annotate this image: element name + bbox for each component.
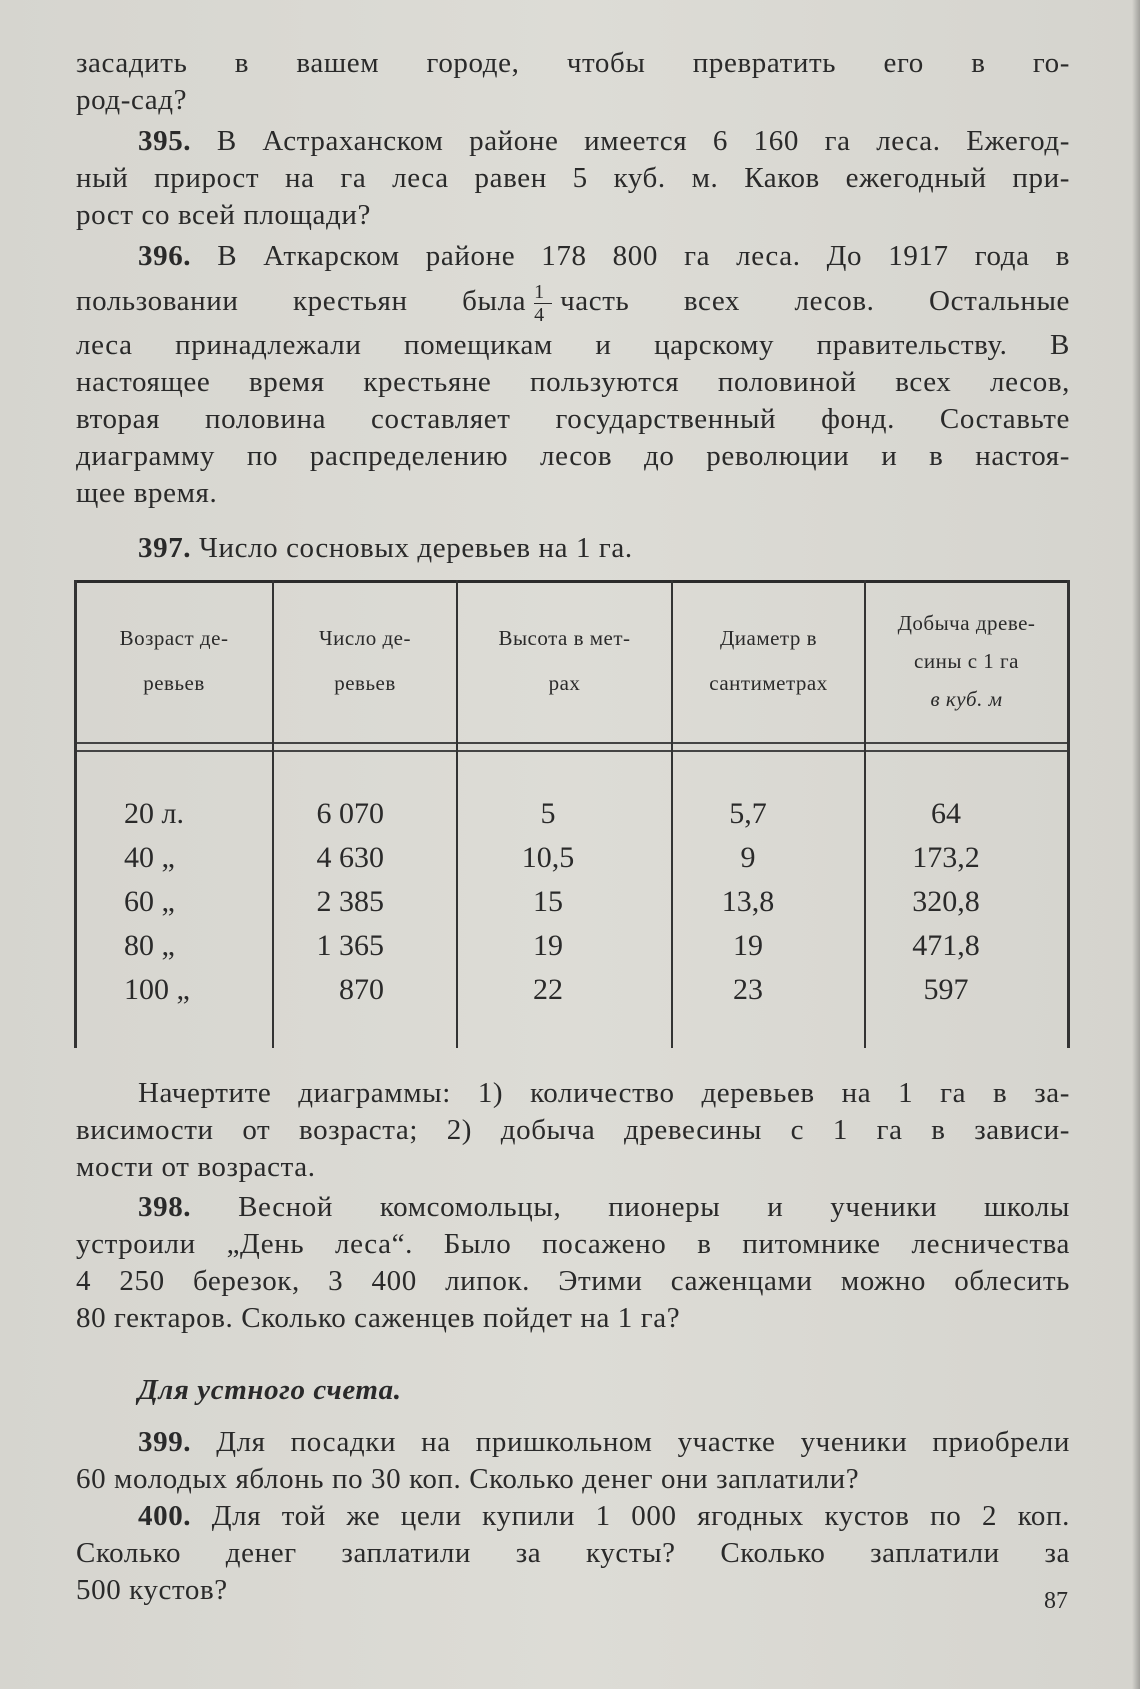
table-cell-age: 100 „	[124, 973, 190, 1006]
text-line: Начертите диаграммы: 1) количество деревьев на 1 га в за-	[138, 1077, 1070, 1109]
header-text: Возраст де-	[119, 626, 229, 650]
text-line: диаграмму по распределению лесов до революции и в настоя-	[76, 440, 1070, 472]
text-line: Для той же цели купили 1 000 ягодных кустов по 2 коп.	[211, 1500, 1070, 1532]
header-yield	[866, 580, 1067, 742]
text-line: Для посадки на пришкольном участке ученики приобрели	[216, 1426, 1070, 1458]
header-text: рах	[548, 671, 581, 695]
table-cell-height: 10,5	[521, 841, 575, 874]
header-diameter	[673, 580, 864, 742]
header-height	[458, 580, 671, 742]
table-cell-count: 6 070	[316, 797, 384, 830]
problem-first-line	[76, 1189, 1070, 1226]
problem-397	[76, 530, 633, 567]
pine-tree-table	[74, 580, 1070, 1048]
problem-number: 398.	[138, 1191, 192, 1223]
fraction-denominator: 4	[534, 303, 545, 326]
fraction-numerator: 1	[534, 280, 545, 303]
problem-number: 396.	[138, 240, 192, 272]
text-line: вторая половина составляет государственный фонд. Составьте	[76, 403, 1070, 435]
header-text: ревьев	[143, 671, 205, 695]
text-line: леса принадлежали помещикам и царскому правительству. В	[76, 329, 1070, 361]
text-fragment: часть всех лесов. Остальные	[560, 285, 1070, 317]
table-cell-yield: 471,8	[912, 929, 980, 962]
text-line: устроили „День леса“. Было посажено в питомнике лесничества	[76, 1228, 1070, 1260]
table-cell-yield: 64	[931, 797, 961, 830]
table-cell-count: 1 365	[316, 929, 384, 962]
table-cell-count: 4 630	[316, 841, 384, 874]
text-line: Сколько денег заплатили за кусты? Сколько заплатили за	[76, 1537, 1070, 1569]
header-text: Число де-	[319, 626, 411, 650]
problem-number: 400.	[138, 1500, 192, 1532]
problem-first-line	[76, 1424, 1070, 1461]
text-line: висимости от возраста; 2) добыча древесины с 1 га в зависи-	[76, 1114, 1070, 1146]
text-line: Весной комсомольцы, пионеры и ученики школы	[238, 1191, 1070, 1223]
header-age	[76, 580, 272, 742]
header-text: ревьев	[334, 671, 396, 695]
table-cell-diameter: 13,8	[721, 885, 775, 918]
table-cell-height: 5	[540, 797, 556, 830]
problem-number: 395.	[138, 125, 192, 157]
page-number: 87	[1044, 1588, 1068, 1614]
text-line: 4 250 березок, 3 400 липок. Этими саженцами можно облесить	[76, 1265, 1070, 1297]
table-cell-height: 15	[533, 885, 563, 918]
text-line: род-сад?	[76, 84, 188, 116]
header-text: сины с 1 га	[914, 649, 1019, 673]
text-line: ный прирост на га леса равен 5 куб. м. Каков ежегодный при-	[76, 162, 1070, 194]
text-line: мости от возраста.	[76, 1151, 316, 1183]
table-cell-yield: 173,2	[912, 841, 980, 874]
text-line: щее время.	[76, 477, 218, 509]
problem-400	[76, 1498, 1070, 1609]
problem-number: 397.	[138, 532, 192, 564]
text-line: засадить в вашем городе, чтобы превратить его в го-	[76, 47, 1070, 79]
problem-396	[76, 238, 1070, 512]
text-line: 80 гектаров. Сколько саженцев пойдет на 1 га?	[76, 1302, 681, 1334]
header-text: Добыча древе-	[897, 611, 1036, 635]
continuation-paragraph	[76, 45, 1070, 119]
table-column-rule	[1067, 580, 1070, 1048]
text-line: В Аткарском районе 178 800 га леса. До 1917 года в	[217, 240, 1070, 272]
problem-first-line	[76, 1498, 1070, 1535]
text-fragment: пользовании крестьян была	[76, 285, 527, 317]
problem-first-line	[76, 123, 1070, 160]
problem-title: Число сосновых деревьев на 1 га.	[199, 532, 633, 564]
header-text: Высота в мет-	[498, 626, 631, 650]
text-line: рост со всей площади?	[76, 199, 371, 231]
table-cell-diameter: 23	[733, 973, 763, 1006]
fraction	[534, 282, 552, 325]
problem-first-line	[76, 238, 1070, 275]
header-text: сантиметрах	[709, 671, 828, 695]
table-cell-count: 870	[339, 973, 384, 1006]
table-cell-height: 19	[533, 929, 563, 962]
text-line: В Астраханском районе имеется 6 160 га леса. Ежегод-	[216, 125, 1070, 157]
table-cell-height: 22	[533, 973, 563, 1006]
problem-number: 399.	[138, 1426, 192, 1458]
table-header-rule	[74, 742, 1070, 752]
table-cell-yield: 597	[923, 973, 969, 1006]
text-line: 60 молодых яблонь по 30 коп. Сколько денег они заплатили?	[76, 1463, 860, 1495]
text-line: настоящее время крестьяне пользуются половиной всех лесов,	[76, 366, 1070, 398]
header-text: Диаметр в	[719, 626, 818, 650]
table-cell-age: 20 л.	[124, 797, 184, 830]
problem-399	[76, 1424, 1070, 1498]
table-cell-diameter: 5,7	[729, 797, 767, 830]
header-count	[274, 580, 456, 742]
problem-398	[76, 1189, 1070, 1337]
fraction-line	[76, 275, 1070, 327]
diagram-task	[76, 1075, 1070, 1186]
table-cell-age: 40 „	[124, 841, 175, 874]
table-cell-yield: 320,8	[912, 885, 980, 918]
section-title: Для устного счета.	[138, 1374, 402, 1406]
table-cell-age: 60 „	[124, 885, 175, 918]
table-cell-age: 80 „	[124, 929, 175, 962]
table-cell-diameter: 9	[740, 841, 756, 874]
table-cell-diameter: 19	[733, 929, 763, 962]
problem-395	[76, 123, 1070, 234]
text-line: 500 кустов?	[76, 1574, 228, 1606]
table-cell-count: 2 385	[316, 885, 384, 918]
header-text: в куб. м	[930, 687, 1003, 711]
